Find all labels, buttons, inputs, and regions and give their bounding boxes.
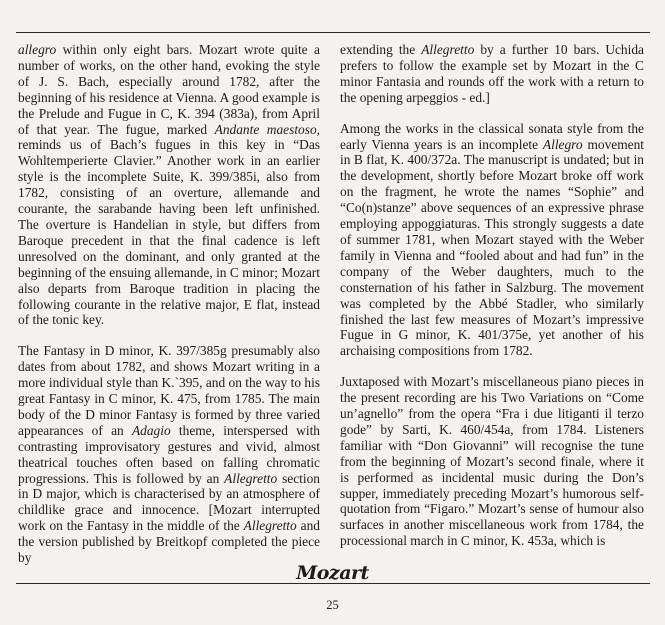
paragraph xyxy=(18,42,320,328)
left-column xyxy=(18,42,320,566)
italic-term: Allegretto xyxy=(421,42,475,57)
text-run: within only eight bars. Mozart wrote quite a number of works, on the other hand, evoking the style of J. S. Bach, especially around 1782, after the beginning of his residence at Vienna. A good example is the Prelude and Fugue in C, K. 394 (383a), from April of that year. The fugue, marked xyxy=(18,42,320,137)
italic-term: Allegro xyxy=(542,136,583,152)
text-run: extending the xyxy=(340,42,422,57)
paragraph xyxy=(340,121,644,360)
paragraph xyxy=(340,374,644,549)
right-column xyxy=(340,42,644,549)
italic-term: allegro xyxy=(18,42,57,57)
text-run: Among the works in the classical sonata style from the early Vienna years is an incomplete xyxy=(340,120,644,152)
page-number: 25 xyxy=(326,598,339,612)
paragraph xyxy=(18,343,320,566)
text-run: section in D major, which is characterised by an atmosphere of childlike grace and innocence. [Mozart interrupted work on the Fantasy in the middle of the xyxy=(18,470,320,534)
top-rule xyxy=(16,32,650,33)
text-run: The Fantasy in D minor, K. 397/385g presumably also dates from about 1782, and shows Mozart writing in a more individual style than K.`395, and on the way to his great Fantasy in C minor, K. 475, from 1785. The main body of the D minor Fantasy is formed by three varied appearances of an xyxy=(18,343,320,438)
text-run: by a further 10 bars. Uchida prefers to follow the example set by Mozart in the C minor Fantasia and rounds off the work with a return to the opening arpeggios - ed.] xyxy=(340,42,644,105)
text-run: Juxtaposed with Mozart’s miscellaneous piano pieces in the present recording are his Two Variations on “Come un’agnello” from the opera “Fra i due litiganti il terzo gode” by Sarti, K. 460/454a, from 1784. Listeners familiar with “Don Giovanni” will recognise the tune from the beginning of Mozart’s second finale, where it is performed as incidental music during the Don’s supper, immediately preceding Mozart’s humorous self-quotation from “Figaro.” Mozart’s sense of humour also surfaces in another miscellaneous work from 1784, the processional march in C minor, K. 453a, which is xyxy=(340,374,644,549)
italic-term: Andante maestoso, xyxy=(214,121,320,137)
text-run: movement in B flat, K. 400/372a. The manuscript is undated; but in the development, shortly before Mozart broke off work on the fragment, he wrote the names “Sophie” and “Co(n)stanze” above sequences of an expressive phrase employing appoggiaturas. This strongly suggests a date of summer 1781, when Mozart stayed with the Weber family in Vienna and “fooled about and had fun” in the company of the Weber daughters, much to the consternation of his father in Salzburg. The movement was completed by the Abbé Stadler, who similarly finished the last few measures of Mozart’s impressive Fugue in G minor, K. 401/375e, yet another of his archaising compositions from 1782. xyxy=(340,136,644,359)
text-run: and the version published by Breitkopf completed the piece by xyxy=(18,518,320,566)
text-run: reminds us of Bach’s fugues in this key in “Das Wohltemperierte Clavier.” Another work in an earlier style is the incomplete Suite, K. 399/385i, also from 1782, consisting of an overture, allemande and courante, the sarabande having been left unfinished. The overture is Handelian in style, but differs from Baroque precedent in that the final cadence is left unresolved on the dominant, and only granted at the beginning of the ensuing allemande, in C minor; Mozart also departs from Baroque tradition in placing the following courante in the relative major, E flat, instead of the tonic key. xyxy=(18,137,320,328)
italic-term: Adagio xyxy=(131,422,171,438)
text-run: theme, interspersed with contrasting improvisatory gestures and vivid, almost theatrical touches often based on falling chromatic progressions. This is followed by an xyxy=(18,422,320,486)
mozart-signature: Mozart xyxy=(296,562,369,584)
paragraph xyxy=(340,42,644,106)
italic-term: Allegretto xyxy=(243,518,297,534)
italic-term: Allegretto xyxy=(224,470,278,486)
